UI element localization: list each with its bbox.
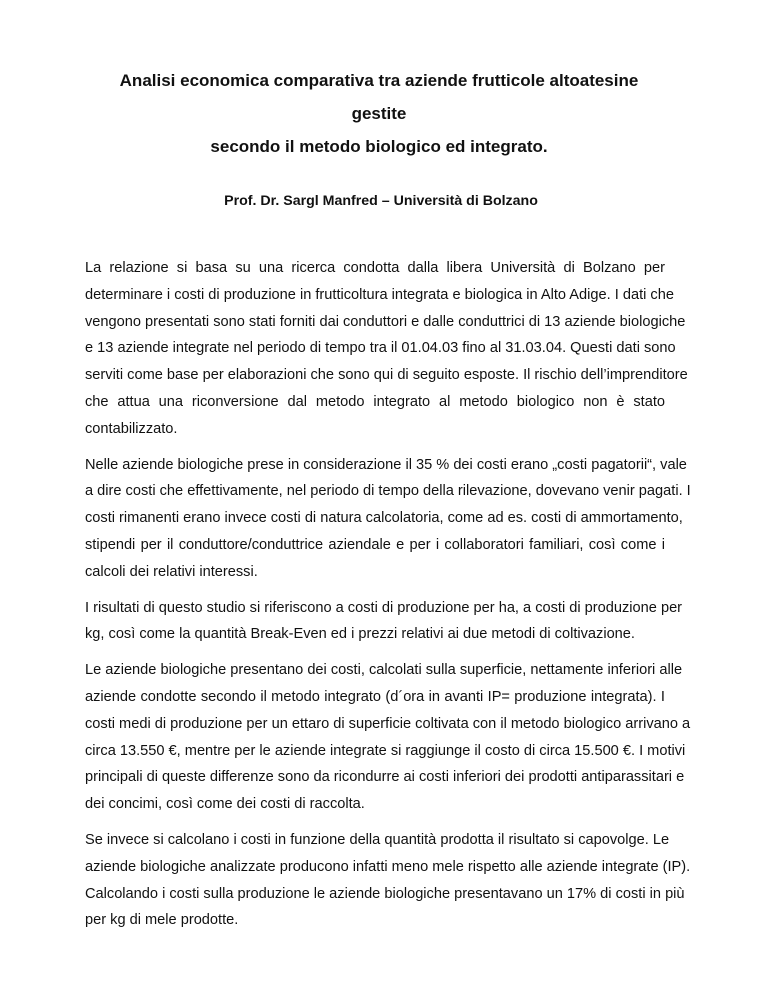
paragraph-line: determinare i costi di produzione in frutticoltura integrata e biologica in Alto Adige. I dati che bbox=[85, 286, 674, 303]
paragraph-line: contabilizzato. bbox=[85, 420, 178, 437]
paragraph-line: dei concimi, così come dei costi di raccolta. bbox=[85, 796, 365, 813]
title-line-2: secondo il metodo biologico ed integrato. bbox=[210, 137, 548, 156]
paragraph-line: costi rimanenti erano invece costi di natura calcolatoria, come ad es. costi di ammortamento, bbox=[85, 510, 683, 527]
paragraph-4 bbox=[85, 657, 691, 818]
document-body bbox=[85, 255, 691, 934]
paragraph-line: Se invece si calcolano i costi in funzione della quantità prodotta il risultato si capovolge. Le bbox=[85, 831, 670, 848]
paragraph-line: La relazione si basa su una ricerca condotta dalla libera Università di Bolzano per bbox=[85, 260, 665, 276]
title-line-1: Analisi economica comparativa tra aziende frutticole altoatesine gestite bbox=[119, 71, 639, 123]
author-line: Prof. Dr. Sargl Manfred – Università di Bolzano bbox=[224, 193, 538, 209]
paragraph-line: kg, così come la quantità Break-Even ed i prezzi relativi ai due metodi di coltivazione. bbox=[85, 626, 635, 643]
paragraph-2 bbox=[85, 452, 691, 586]
paragraph-line: costi medi di produzione per un ettaro di superficie coltivata con il metodo biologico arrivano a bbox=[85, 715, 691, 732]
paragraph-line: che attua una riconversione dal metodo integrato al metodo biologico non è stato bbox=[85, 393, 665, 410]
document-title bbox=[85, 64, 665, 163]
paragraph-line: vengono presentati sono stati forniti dai conduttori e dalle conduttrici di 13 aziende biologiche bbox=[85, 313, 686, 330]
paragraph-3 bbox=[85, 595, 683, 649]
paragraph-line: stipendi per il conduttore/conduttrice aziendale e per i collaboratori familiari, così come i bbox=[85, 536, 665, 553]
paragraph-line: per kg di mele prodotte. bbox=[85, 912, 239, 929]
paragraph-line: circa 13.550 €, mentre per le aziende integrate si raggiunge il costo di circa 15.500 €. I motivi bbox=[85, 742, 686, 759]
paragraph-line: Calcolando i costi sulla produzione le aziende biologiche presentavano un 17% di costi in più bbox=[85, 885, 685, 902]
paragraph-line: calcoli dei relativi interessi. bbox=[85, 563, 258, 580]
paragraph-5 bbox=[85, 827, 691, 934]
paragraph-line: Le aziende biologiche presentano dei costi, calcolati sulla superficie, nettamente inferiori alle bbox=[85, 662, 683, 679]
paragraph-line: aziende biologiche analizzate producono infatti meno mele rispetto alle aziende integrate (IP). bbox=[85, 858, 691, 875]
paragraph-1 bbox=[85, 255, 688, 443]
paragraph-line: Nelle aziende biologiche prese in considerazione il 35 % dei costi erano „costi pagatorii“, vale bbox=[85, 456, 687, 473]
paragraph-line: serviti come base per elaborazioni che sono qui di seguito esposte. Il rischio dell’imprenditore bbox=[85, 367, 688, 384]
paragraph-line: aziende condotte secondo il metodo integrato (d´ora in avanti IP= produzione integrata). I bbox=[85, 688, 665, 705]
paragraph-line: principali di queste differenze sono da ricondurre ai costi inferiori dei prodotti antiparassitari e bbox=[85, 769, 685, 786]
paragraph-line: I risultati di questo studio si riferiscono a costi di produzione per ha, a costi di produzione per bbox=[85, 599, 683, 616]
paragraph-line: a dire costi che effettivamente, nel periodo di tempo della rilevazione, dovevano venir pagati. I bbox=[85, 483, 691, 500]
paragraph-line: e 13 aziende integrate nel periodo di tempo tra il 01.04.03 fino al 31.03.04. Questi dati sono bbox=[85, 340, 676, 357]
